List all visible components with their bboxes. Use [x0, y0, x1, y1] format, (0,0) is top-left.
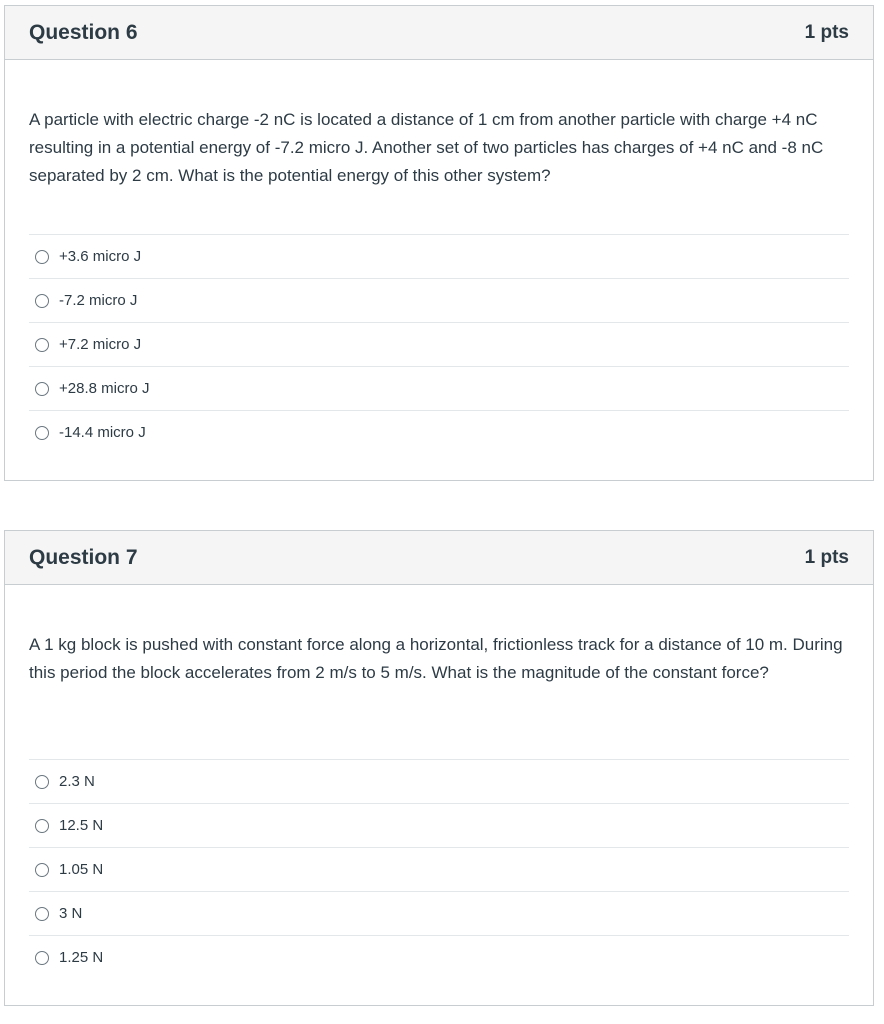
answer-label: 1.05 N [59, 861, 104, 878]
answer-label: 12.5 N [59, 817, 104, 834]
radio-button-icon[interactable] [35, 382, 49, 396]
answer-label: 1.25 N [59, 949, 104, 966]
question-title: Question 7 [29, 545, 138, 569]
answer-option[interactable] [29, 322, 849, 366]
answer-label: -7.2 micro J [59, 292, 138, 309]
answer-option[interactable] [29, 278, 849, 322]
answer-option[interactable] [29, 759, 849, 803]
question-card-7 [4, 530, 874, 1006]
question-title: Question 6 [29, 20, 138, 44]
answer-label: +28.8 micro J [59, 380, 150, 397]
answer-label: 2.3 N [59, 773, 95, 790]
question-text: A particle with electric charge -2 nC is located a distance of 1 cm from another particle with charge +4 nC resulting in a potential energy of -7.2 micro J. Another set of two particles has charges of +4 nC and -8 nC separated by 2 cm. What is the potential energy of this other system? [29, 110, 824, 185]
answer-option[interactable] [29, 935, 849, 979]
question-header [5, 531, 873, 585]
radio-button-icon[interactable] [35, 250, 49, 264]
answer-option[interactable] [29, 234, 849, 278]
answer-option[interactable] [29, 410, 849, 454]
radio-button-icon[interactable] [35, 294, 49, 308]
answer-label: -14.4 micro J [59, 424, 146, 441]
answer-option[interactable] [29, 847, 849, 891]
radio-button-icon[interactable] [35, 863, 49, 877]
radio-button-icon[interactable] [35, 951, 49, 965]
answer-option[interactable] [29, 803, 849, 847]
radio-button-icon[interactable] [35, 907, 49, 921]
question-text: A 1 kg block is pushed with constant force along a horizontal, frictionless track for a distance of 10 m. During this period the block accelerates from 2 m/s to 5 m/s. What is the magnitude of the constant force? [29, 635, 843, 682]
question-points: 1 pts [804, 21, 849, 43]
radio-button-icon[interactable] [35, 338, 49, 352]
answer-option[interactable] [29, 366, 849, 410]
radio-button-icon[interactable] [35, 819, 49, 833]
radio-button-icon[interactable] [35, 775, 49, 789]
answer-label: +3.6 micro J [59, 248, 142, 265]
answer-label: +7.2 micro J [59, 336, 142, 353]
answer-list [29, 234, 849, 454]
question-points: 1 pts [804, 546, 849, 568]
question-card-6 [4, 5, 874, 481]
radio-button-icon[interactable] [35, 426, 49, 440]
answer-list [29, 759, 849, 979]
question-header [5, 6, 873, 60]
answer-option[interactable] [29, 891, 849, 935]
answer-label: 3 N [59, 905, 83, 922]
